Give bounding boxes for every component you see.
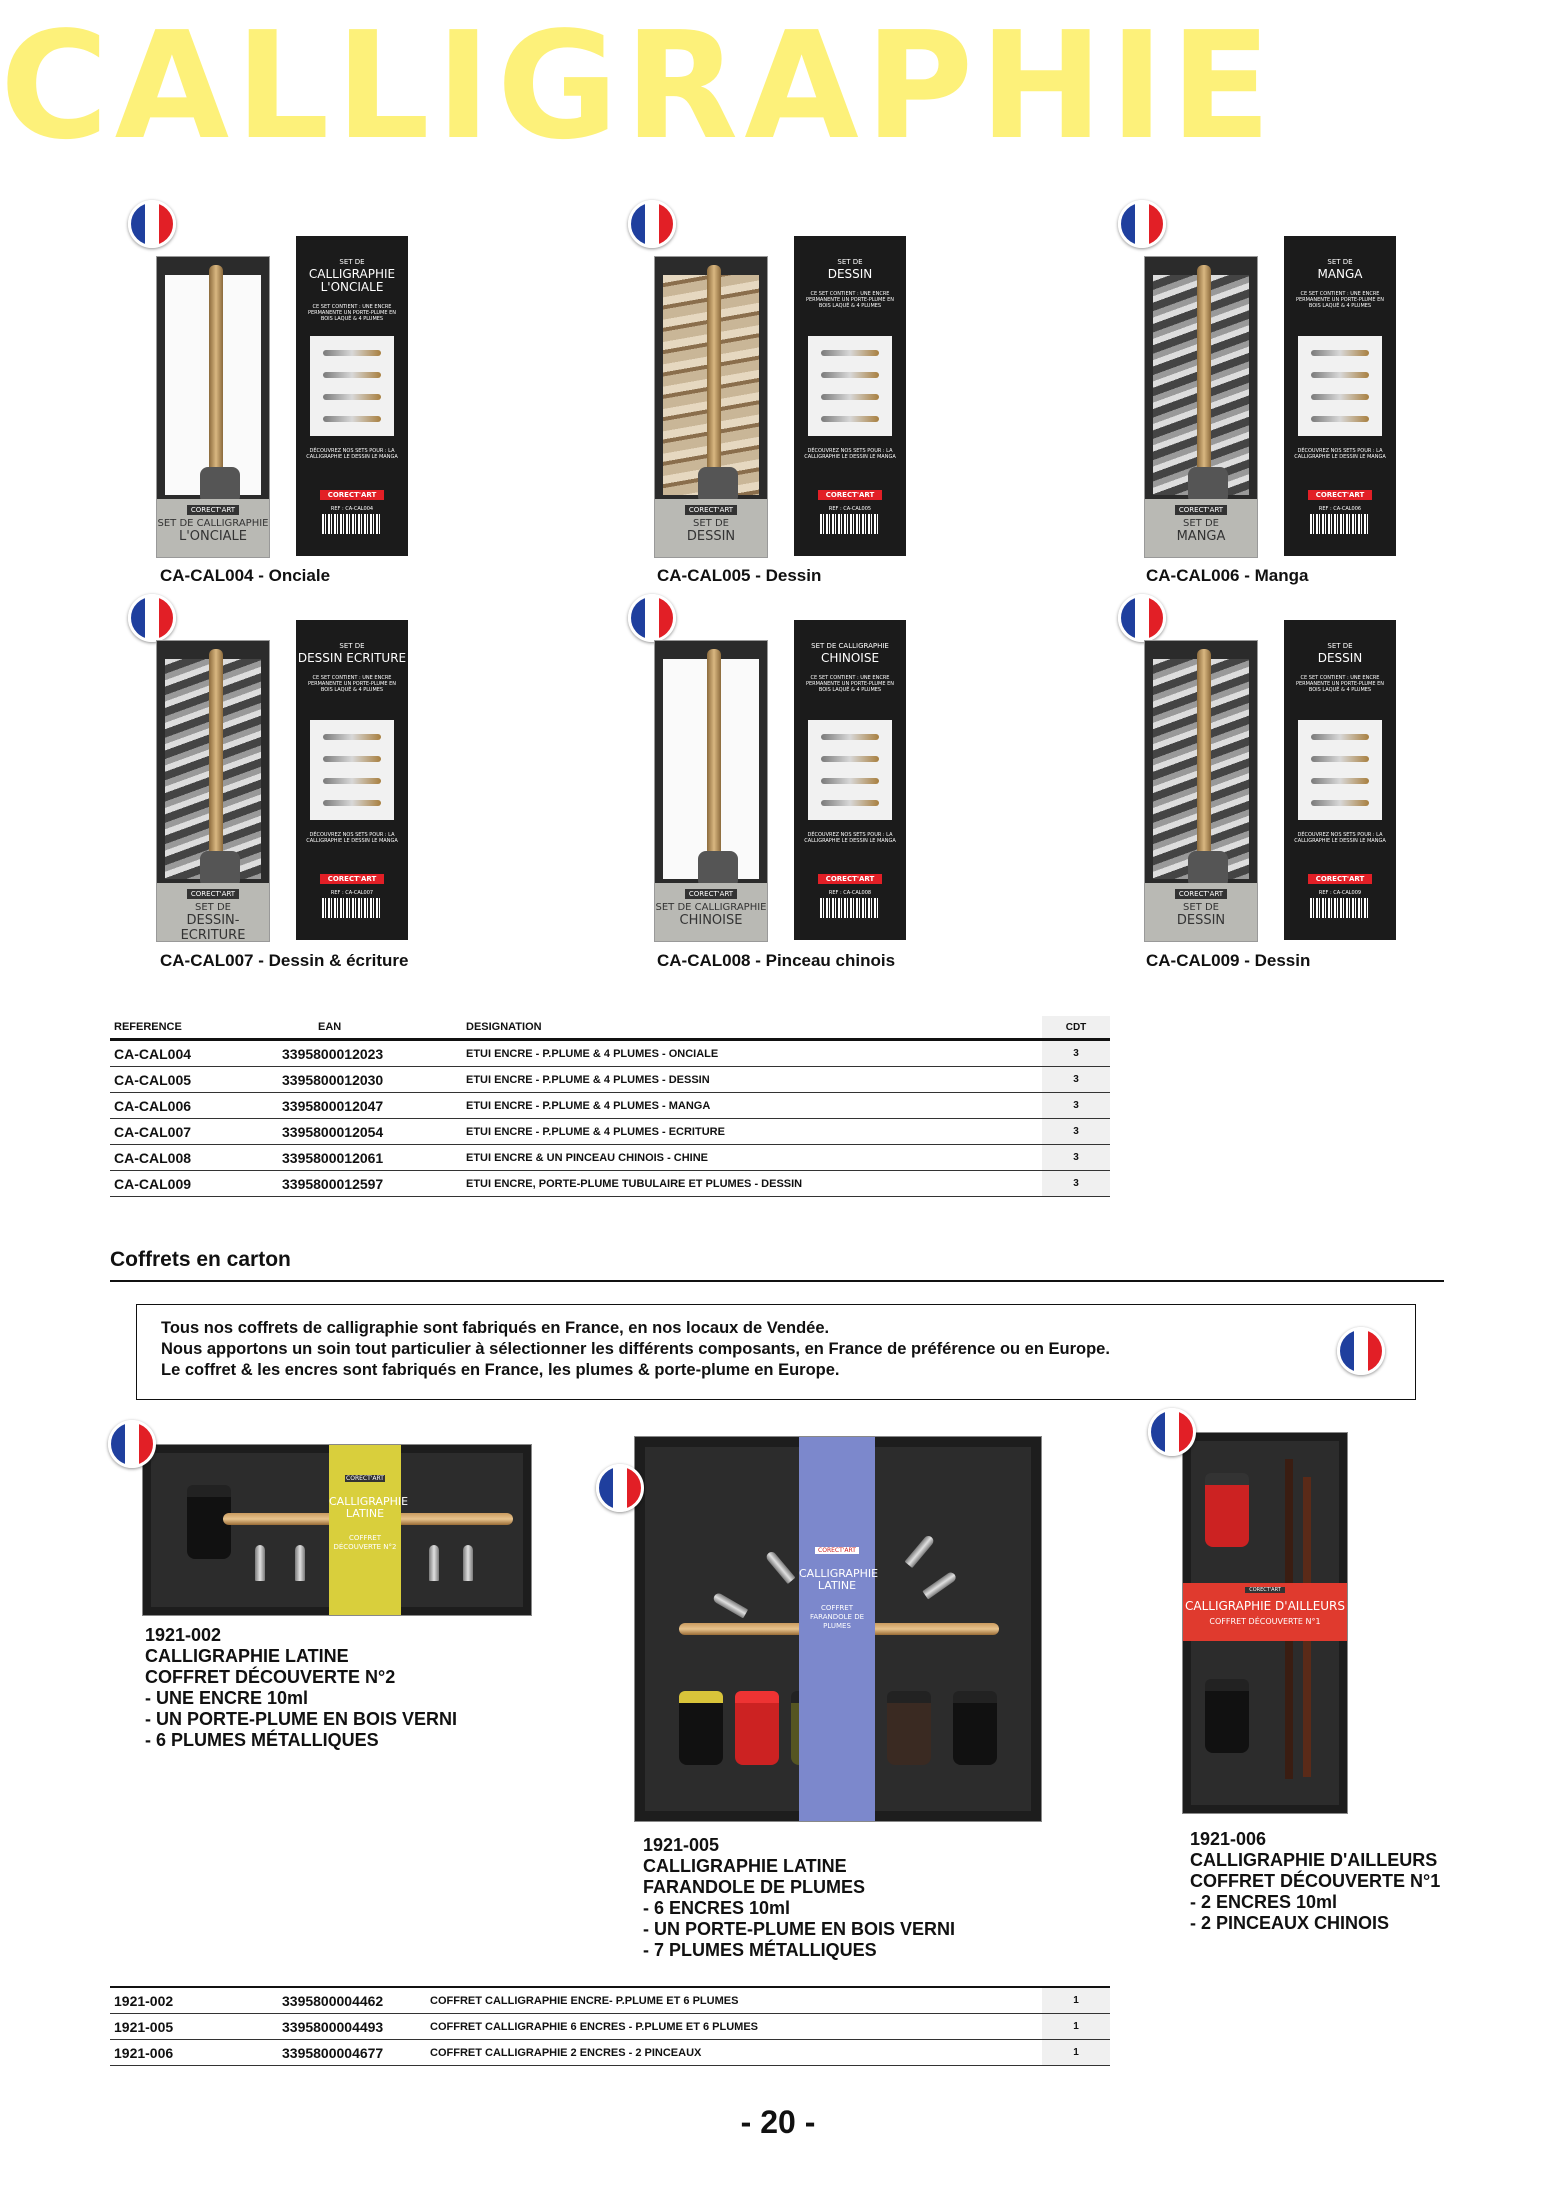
- cell-ean: 3395800004493: [278, 2014, 426, 2040]
- cell-cdt: 3: [1042, 1093, 1110, 1119]
- box-line: - 2 PINCEAUX CHINOIS: [1190, 1913, 1390, 1933]
- box-line: - 6 ENCRES 10ml: [643, 1898, 791, 1918]
- package-contents: CE SET CONTIENT : UNE ENCRE PERMANENTE UN PORTE-PLUME EN BOIS LAQUÉ & 4 PLUMES: [1295, 291, 1385, 309]
- box-line: COFFRET DÉCOUVERTE N°2: [145, 1667, 396, 1687]
- cell-ean: 3395800004677: [278, 2040, 426, 2066]
- package-brand: CORECT'ART: [685, 889, 737, 899]
- info-line-3: Le coffret & les encres sont fabriqués en France, les plumes & porte-plume en Europe.: [161, 1361, 840, 1379]
- box-photo-1921-005: [634, 1436, 1042, 1822]
- package-top: SET DE: [339, 258, 365, 266]
- box-line: - 2 ENCRES 10ml: [1190, 1892, 1338, 1912]
- band-brand: CORECT'ART: [346, 1475, 384, 1482]
- page-number: - 20 -: [740, 2104, 816, 2140]
- package-top: SET DE CALLIGRAPHIE: [811, 642, 889, 650]
- ink-bottle-red: [735, 1691, 779, 1765]
- ink-bottle-black: [953, 1691, 997, 1765]
- package-back: [794, 236, 906, 556]
- cell-ean: 3395800012047: [278, 1093, 462, 1119]
- cell-reference: CA-CAL004: [110, 1040, 278, 1067]
- cell-reference: CA-CAL007: [110, 1119, 278, 1145]
- box-line: - UN PORTE-PLUME EN BOIS VERNI: [643, 1919, 956, 1939]
- box-photo-1921-002: [142, 1444, 532, 1616]
- barcode-icon: [820, 514, 880, 534]
- package-base-line2: MANGA: [1176, 529, 1226, 544]
- cell-reference: 1921-002: [110, 1987, 278, 2014]
- package-brand: CORECT'ART: [685, 505, 737, 515]
- product-caption: CA-CAL009 - Dessin: [1146, 951, 1311, 970]
- box-line: FARANDOLE DE PLUMES: [643, 1877, 866, 1897]
- cell-designation: ETUI ENCRE & UN PINCEAU CHINOIS - CHINE: [462, 1145, 1042, 1171]
- french-flag-icon: [1118, 594, 1166, 642]
- band-title: CALLIGRAPHIE LATINE: [329, 1495, 409, 1520]
- box-band: [1183, 1583, 1347, 1641]
- band-subtitle: COFFRET DÉCOUVERTE N°2: [333, 1534, 397, 1551]
- package-back: [296, 620, 408, 940]
- header-reference: REFERENCE: [110, 1016, 278, 1040]
- package-base-line2: DESSIN: [686, 529, 736, 544]
- french-flag-icon: [628, 200, 676, 248]
- cell-ean: 3395800012054: [278, 1119, 462, 1145]
- ink-bottle-yellow: [679, 1691, 723, 1765]
- package-front: [156, 256, 270, 558]
- barcode-icon: [322, 898, 382, 918]
- barcode-icon: [1310, 898, 1370, 918]
- package-ref: REF : CA-CAL005: [828, 506, 872, 512]
- package-brand: CORECT'ART: [1175, 889, 1227, 899]
- barcode-icon: [322, 514, 382, 534]
- box-caption-1921-002: [145, 1625, 457, 1751]
- package-contents: CE SET CONTIENT : UNE ENCRE PERMANENTE UN PORTE-PLUME EN BOIS LAQUÉ & 4 PLUMES: [805, 675, 895, 693]
- package-top: SET DE: [339, 642, 365, 650]
- barcode-icon: [1310, 514, 1370, 534]
- brand-logo: CORECT'ART: [1308, 490, 1372, 500]
- info-box: [136, 1304, 1416, 1400]
- package-base-line2: DESSIN-ECRITURE: [180, 913, 246, 942]
- box-line: - UNE ENCRE 10ml: [145, 1688, 309, 1708]
- section-title: Coffrets en carton: [110, 1248, 291, 1271]
- cell-ean: 3395800012030: [278, 1067, 462, 1093]
- box-line: COFFRET DÉCOUVERTE N°1: [1190, 1871, 1441, 1891]
- box-band: [799, 1437, 879, 1821]
- box-reference-table: [110, 1986, 1110, 2066]
- box-line: - UN PORTE-PLUME EN BOIS VERNI: [145, 1709, 458, 1729]
- box-ref: 1921-002: [145, 1625, 222, 1645]
- cell-designation: ETUI ENCRE - P.PLUME & 4 PLUMES - ECRITURE: [462, 1119, 1042, 1145]
- cell-cdt: 3: [1042, 1145, 1110, 1171]
- cell-designation: ETUI ENCRE - P.PLUME & 4 PLUMES - MANGA: [462, 1093, 1042, 1119]
- table-header-row: [110, 1016, 1110, 1040]
- info-line-2: Nous apportons un soin tout particulier à sélectionner les différents composants, en France de préférence ou en Europe.: [161, 1340, 1110, 1358]
- info-line-1: Tous nos coffrets de calligraphie sont fabriqués en France, en nos locaux de Vendée.: [161, 1319, 830, 1337]
- french-flag-icon: [596, 1464, 644, 1512]
- package-front: [654, 640, 768, 942]
- ink-bottle-black: [1205, 1679, 1249, 1753]
- table-row: [110, 1171, 1110, 1197]
- table-row: [110, 1145, 1110, 1171]
- table-row: [110, 2014, 1110, 2040]
- package-back: [794, 620, 906, 940]
- box-line: CALLIGRAPHIE D'AILLEURS: [1190, 1850, 1438, 1870]
- box-line: - 6 PLUMES MÉTALLIQUES: [145, 1730, 379, 1750]
- table-row: [110, 1040, 1110, 1067]
- package-back: [296, 236, 408, 556]
- package-front: [156, 640, 270, 942]
- package-base-line2: DESSIN: [1176, 913, 1226, 928]
- nib: [463, 1545, 473, 1581]
- brand-logo: CORECT'ART: [818, 874, 882, 884]
- page-title: CALLIGRAPHIE: [0, 0, 1278, 172]
- box-line: CALLIGRAPHIE LATINE: [145, 1646, 349, 1666]
- ink-bottle-brown: [887, 1691, 931, 1765]
- brand-logo: CORECT'ART: [320, 874, 384, 884]
- package-title: CHINOISE: [820, 651, 880, 665]
- french-flag-icon: [1118, 200, 1166, 248]
- table-row: [110, 1987, 1110, 2014]
- box-ref: 1921-005: [643, 1835, 720, 1855]
- package-base-line1: SET DE: [1183, 518, 1219, 529]
- package-contents: CE SET CONTIENT : UNE ENCRE PERMANENTE UN PORTE-PLUME EN BOIS LAQUÉ & 4 PLUMES: [307, 675, 397, 693]
- box-ref: 1921-006: [1190, 1829, 1267, 1849]
- cell-ean: 3395800012597: [278, 1171, 462, 1197]
- band-brand: CORECT'ART: [1245, 1587, 1285, 1593]
- french-flag-icon: [1148, 1408, 1196, 1456]
- package-title: DESSIN ECRITURE: [297, 651, 407, 665]
- product-caption: CA-CAL007 - Dessin & écriture: [160, 951, 409, 970]
- reference-table: [110, 1016, 1110, 1197]
- french-flag-icon: [108, 1420, 156, 1468]
- package-discover: DÉCOUVREZ NOS SETS POUR : LA CALLIGRAPHIE LE DESSIN LE MANGA: [1294, 832, 1386, 844]
- package-ref: REF : CA-CAL008: [828, 890, 872, 896]
- cell-designation: COFFRET CALLIGRAPHIE ENCRE- P.PLUME ET 6 PLUMES: [426, 1987, 1042, 2014]
- cell-ean: 3395800004462: [278, 1987, 426, 2014]
- cell-reference: CA-CAL009: [110, 1171, 278, 1197]
- package-discover: DÉCOUVREZ NOS SETS POUR : LA CALLIGRAPHIE LE DESSIN LE MANGA: [306, 832, 398, 844]
- band-subtitle: COFFRET DÉCOUVERTE N°1: [1209, 1617, 1321, 1626]
- ink-bottle-red: [1205, 1473, 1249, 1547]
- product-caption: CA-CAL006 - Manga: [1146, 566, 1309, 585]
- cell-cdt: 3: [1042, 1040, 1110, 1067]
- nib: [429, 1545, 439, 1581]
- package-base-line2: L'ONCIALE: [178, 529, 248, 544]
- brand-logo: CORECT'ART: [818, 490, 882, 500]
- band-title: CALLIGRAPHIE LATINE: [799, 1567, 879, 1592]
- package-discover: DÉCOUVREZ NOS SETS POUR : LA CALLIGRAPHIE LE DESSIN LE MANGA: [306, 448, 398, 460]
- cell-designation: COFFRET CALLIGRAPHIE 2 ENCRES - 2 PINCEAUX: [426, 2040, 1042, 2066]
- package-ref: REF : CA-CAL009: [1318, 890, 1362, 896]
- package-discover: DÉCOUVREZ NOS SETS POUR : LA CALLIGRAPHIE LE DESSIN LE MANGA: [1294, 448, 1386, 460]
- package-front: [654, 256, 768, 558]
- package-ref: REF : CA-CAL004: [330, 506, 374, 512]
- product-caption: CA-CAL004 - Onciale: [160, 566, 331, 585]
- brand-logo: CORECT'ART: [1308, 874, 1372, 884]
- package-contents: CE SET CONTIENT : UNE ENCRE PERMANENTE UN PORTE-PLUME EN BOIS LAQUÉ & 4 PLUMES: [307, 304, 397, 322]
- band-title: CALLIGRAPHIE D'AILLEURS: [1184, 1599, 1346, 1613]
- product-caption: CA-CAL005 - Dessin: [657, 566, 822, 585]
- package-ref: REF : CA-CAL006: [1318, 506, 1362, 512]
- cell-cdt: 3: [1042, 1067, 1110, 1093]
- brand-logo: CORECT'ART: [320, 490, 384, 500]
- box-caption-1921-006: [1190, 1829, 1440, 1934]
- package-front: [1144, 640, 1258, 942]
- nib-card: [310, 336, 394, 436]
- package-title: CALLIGRAPHIE L'ONCIALE: [308, 267, 396, 294]
- cell-designation: COFFRET CALLIGRAPHIE 6 ENCRES - P.PLUME ET 6 PLUMES: [426, 2014, 1042, 2040]
- cell-cdt: 1: [1042, 2040, 1110, 2066]
- nib-card: [808, 336, 892, 436]
- cell-reference: CA-CAL006: [110, 1093, 278, 1119]
- package-top: SET DE: [837, 258, 863, 266]
- box-band: [329, 1445, 409, 1615]
- table-row: [110, 2040, 1110, 2066]
- nib-card: [1298, 720, 1382, 820]
- package-contents: CE SET CONTIENT : UNE ENCRE PERMANENTE UN PORTE-PLUME EN BOIS LAQUÉ & 4 PLUMES: [805, 291, 895, 309]
- package-base-line1: SET DE: [1183, 902, 1219, 913]
- french-flag-icon: [628, 594, 676, 642]
- french-flag-icon: [128, 200, 176, 248]
- french-flag-icon: [128, 594, 176, 642]
- header-designation: DESIGNATION: [462, 1016, 1042, 1040]
- cell-designation: ETUI ENCRE, PORTE-PLUME TUBULAIRE ET PLUMES - DESSIN: [462, 1171, 1042, 1197]
- section-divider: [110, 1280, 1444, 1282]
- box-caption-1921-005: [643, 1835, 955, 1961]
- cell-reference: CA-CAL008: [110, 1145, 278, 1171]
- cell-designation: ETUI ENCRE - P.PLUME & 4 PLUMES - ONCIALE: [462, 1040, 1042, 1067]
- cell-cdt: 1: [1042, 2014, 1110, 2040]
- header-cdt: CDT: [1042, 1016, 1110, 1040]
- nib: [255, 1545, 265, 1581]
- package-base-line2: CHINOISE: [679, 913, 743, 928]
- table-row: [110, 1067, 1110, 1093]
- cell-designation: ETUI ENCRE - P.PLUME & 4 PLUMES - DESSIN: [462, 1067, 1042, 1093]
- cell-reference: 1921-005: [110, 2014, 278, 2040]
- french-flag-icon: [1337, 1327, 1385, 1375]
- package-title: MANGA: [1317, 267, 1363, 281]
- package-front: [1144, 256, 1258, 558]
- package-top: SET DE: [1327, 642, 1353, 650]
- box-photo-1921-006: [1182, 1432, 1348, 1814]
- package-contents: CE SET CONTIENT : UNE ENCRE PERMANENTE UN PORTE-PLUME EN BOIS LAQUÉ & 4 PLUMES: [1295, 675, 1385, 693]
- product-caption: CA-CAL008 - Pinceau chinois: [657, 951, 896, 970]
- cell-cdt: 3: [1042, 1119, 1110, 1145]
- cell-cdt: 1: [1042, 1987, 1110, 2014]
- package-brand: CORECT'ART: [1175, 505, 1227, 515]
- package-back: [1284, 236, 1396, 556]
- band-subtitle: COFFRET FARANDOLE DE PLUMES: [809, 1604, 865, 1630]
- box-line: CALLIGRAPHIE LATINE: [643, 1856, 847, 1876]
- cell-cdt: 3: [1042, 1171, 1110, 1197]
- package-discover: DÉCOUVREZ NOS SETS POUR : LA CALLIGRAPHIE LE DESSIN LE MANGA: [804, 448, 896, 460]
- package-ref: REF : CA-CAL007: [330, 890, 374, 896]
- nib-card: [310, 720, 394, 820]
- nib: [295, 1545, 305, 1581]
- table-row: [110, 1093, 1110, 1119]
- package-base-line1: SET DE: [195, 902, 231, 913]
- cell-reference: 1921-006: [110, 2040, 278, 2066]
- package-top: SET DE: [1327, 258, 1353, 266]
- nib-card: [1298, 336, 1382, 436]
- header-ean: EAN: [278, 1016, 462, 1040]
- package-title: DESSIN: [827, 267, 873, 281]
- box-line: - 7 PLUMES MÉTALLIQUES: [643, 1940, 877, 1960]
- package-base-line1: SET DE: [693, 518, 729, 529]
- table-row: [110, 1119, 1110, 1145]
- package-brand: CORECT'ART: [187, 505, 239, 515]
- band-brand: CORECT'ART: [815, 1547, 859, 1554]
- cell-reference: CA-CAL005: [110, 1067, 278, 1093]
- package-base-line1: SET DE CALLIGRAPHIE: [157, 518, 269, 529]
- package-discover: DÉCOUVREZ NOS SETS POUR : LA CALLIGRAPHIE LE DESSIN LE MANGA: [804, 832, 896, 844]
- nib-card: [808, 720, 892, 820]
- package-back: [1284, 620, 1396, 940]
- barcode-icon: [820, 898, 880, 918]
- package-title: DESSIN: [1317, 651, 1363, 665]
- package-brand: CORECT'ART: [187, 889, 239, 899]
- cell-ean: 3395800012023: [278, 1040, 462, 1067]
- cell-ean: 3395800012061: [278, 1145, 462, 1171]
- package-base-line1: SET DE CALLIGRAPHIE: [655, 902, 767, 913]
